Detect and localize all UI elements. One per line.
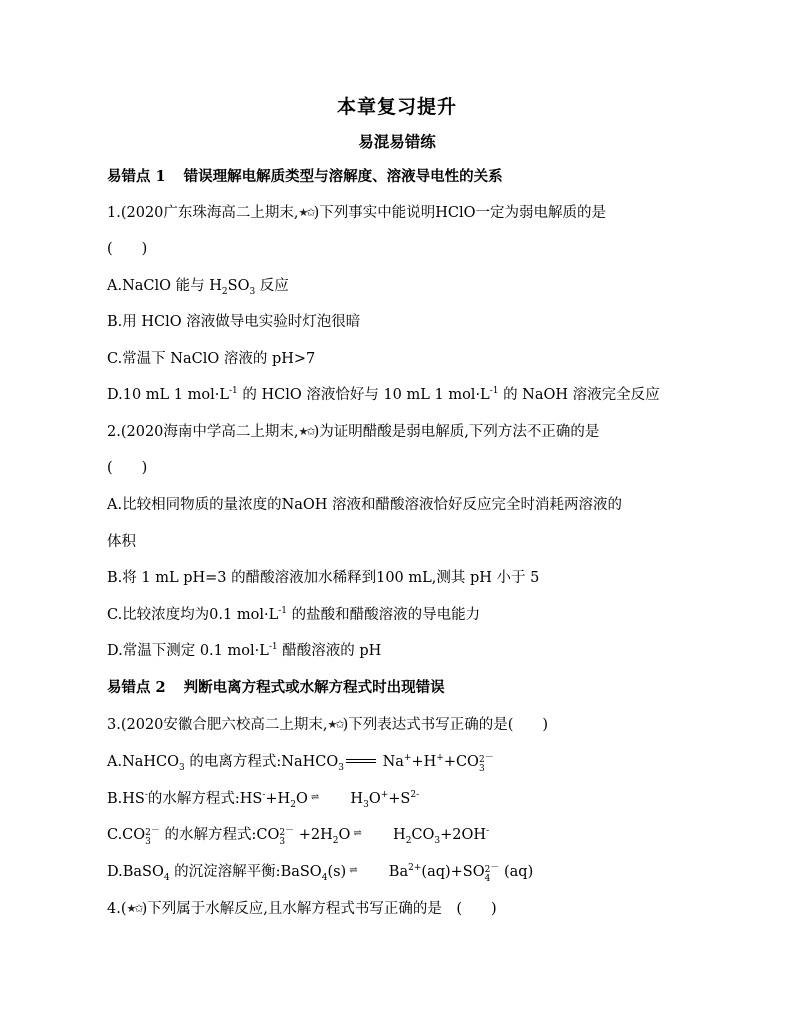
- question-3-option-b: B.HS-的水解方程式$:HS^-+H_2O$ ⇌ $H_3O^++S^{2-}$: [107, 790, 420, 810]
- reversible-arrow-icon: ⇌: [310, 792, 320, 803]
- question-3-stem: 3.(2020安徽合肥六校高二上期末,★✩)下列表达式书写正确的是( ): [107, 717, 549, 733]
- section-heading-1: 易错点 1 错误理解电解质类型与溶解度、溶液导电性的关系: [107, 168, 503, 185]
- question-3-option-a: A.NaHCO$_3$ 的电离方程式:NaHCO$_3$ Na++H++CO 2 3 －: [107, 753, 494, 774]
- page-subtitle: 易混易错练: [358, 132, 436, 151]
- difficulty-stars-icon: ★✩: [327, 718, 343, 731]
- question-2-stem: 2.(2020海南中学高二上期末,★✩)为证明醋酸是弱电解质,下列方法不正确的是: [107, 424, 600, 440]
- question-4-stem: 4.(★✩)下列属于水解反应,且水解方程式书写正确的是 ( ): [107, 901, 497, 917]
- question-1-option-b: B.用 HClO 溶液做导电实验时灯泡很暗: [107, 314, 361, 330]
- question-2-option-d: D.常温下测定 0.1 $mol\cdot L^{-1}$ 醋酸溶液的 pH: [107, 642, 382, 659]
- question-2-option-a-line2: 体积: [107, 534, 136, 550]
- question-1-option-c: C.常温下 NaClO 溶液的 pH>7: [107, 351, 316, 367]
- section-heading-2: 易错点 2 判断电离方程式或水解方程式时出现错误: [107, 679, 445, 696]
- difficulty-stars-icon: ★✩: [298, 206, 314, 219]
- question-3-option-d: D.BaSO$_4$ 的沉淀溶解平衡:BaSO$_4$(s) ⇌ $Ba^{2+}(aq)+SO$ 2 4 － (aq): [107, 863, 534, 884]
- question-1-stem: 1.(2020广东珠海高二上期末,★✩)下列事实中能说明HClO一定为弱电解质的是: [107, 205, 607, 221]
- question-2-option-c: C.比较浓度均为0.1 $mol\cdot L^{-1}$ 的盐酸和醋酸溶液的导电能力: [107, 606, 481, 623]
- question-3-option-c: C.CO 2 3 － 的水解方程式:CO 2 3 $^- +2H_2O$ ⇌ $H_2CO_3+2OH^-$: [107, 826, 490, 847]
- question-1-option-a: A.NaClO 能与 $H_2SO_3$ 反应: [107, 278, 289, 297]
- reversible-arrow-icon: ⇌: [349, 865, 358, 876]
- page-title: 本章复习提升: [336, 96, 457, 118]
- equals-sign-icon: [346, 759, 376, 763]
- question-2-option-b: B.将 1 mL pH=3 的醋酸溶液加水稀释到100 mL,测其 pH 小于 5: [107, 570, 540, 586]
- question-1-blank: ( ): [107, 241, 148, 257]
- difficulty-stars-icon: ★✩: [126, 902, 142, 915]
- question-2-option-a-line1: A.比较相同物质的量浓度的NaOH 溶液和醋酸溶液恰好反应完全时消耗两溶液的: [107, 497, 623, 513]
- question-1-option-d: D.10 mL 1 $mol\cdot L^{-1}$ 的 HClO 溶液恰好与 10 mL 1 $mol\cdot L^{-1}$ 的 NaOH 溶液完全反应: [107, 386, 660, 403]
- question-2-blank: ( ): [107, 460, 148, 476]
- difficulty-stars-icon: ★✩: [298, 425, 314, 438]
- reversible-arrow-icon: ⇌: [353, 828, 362, 839]
